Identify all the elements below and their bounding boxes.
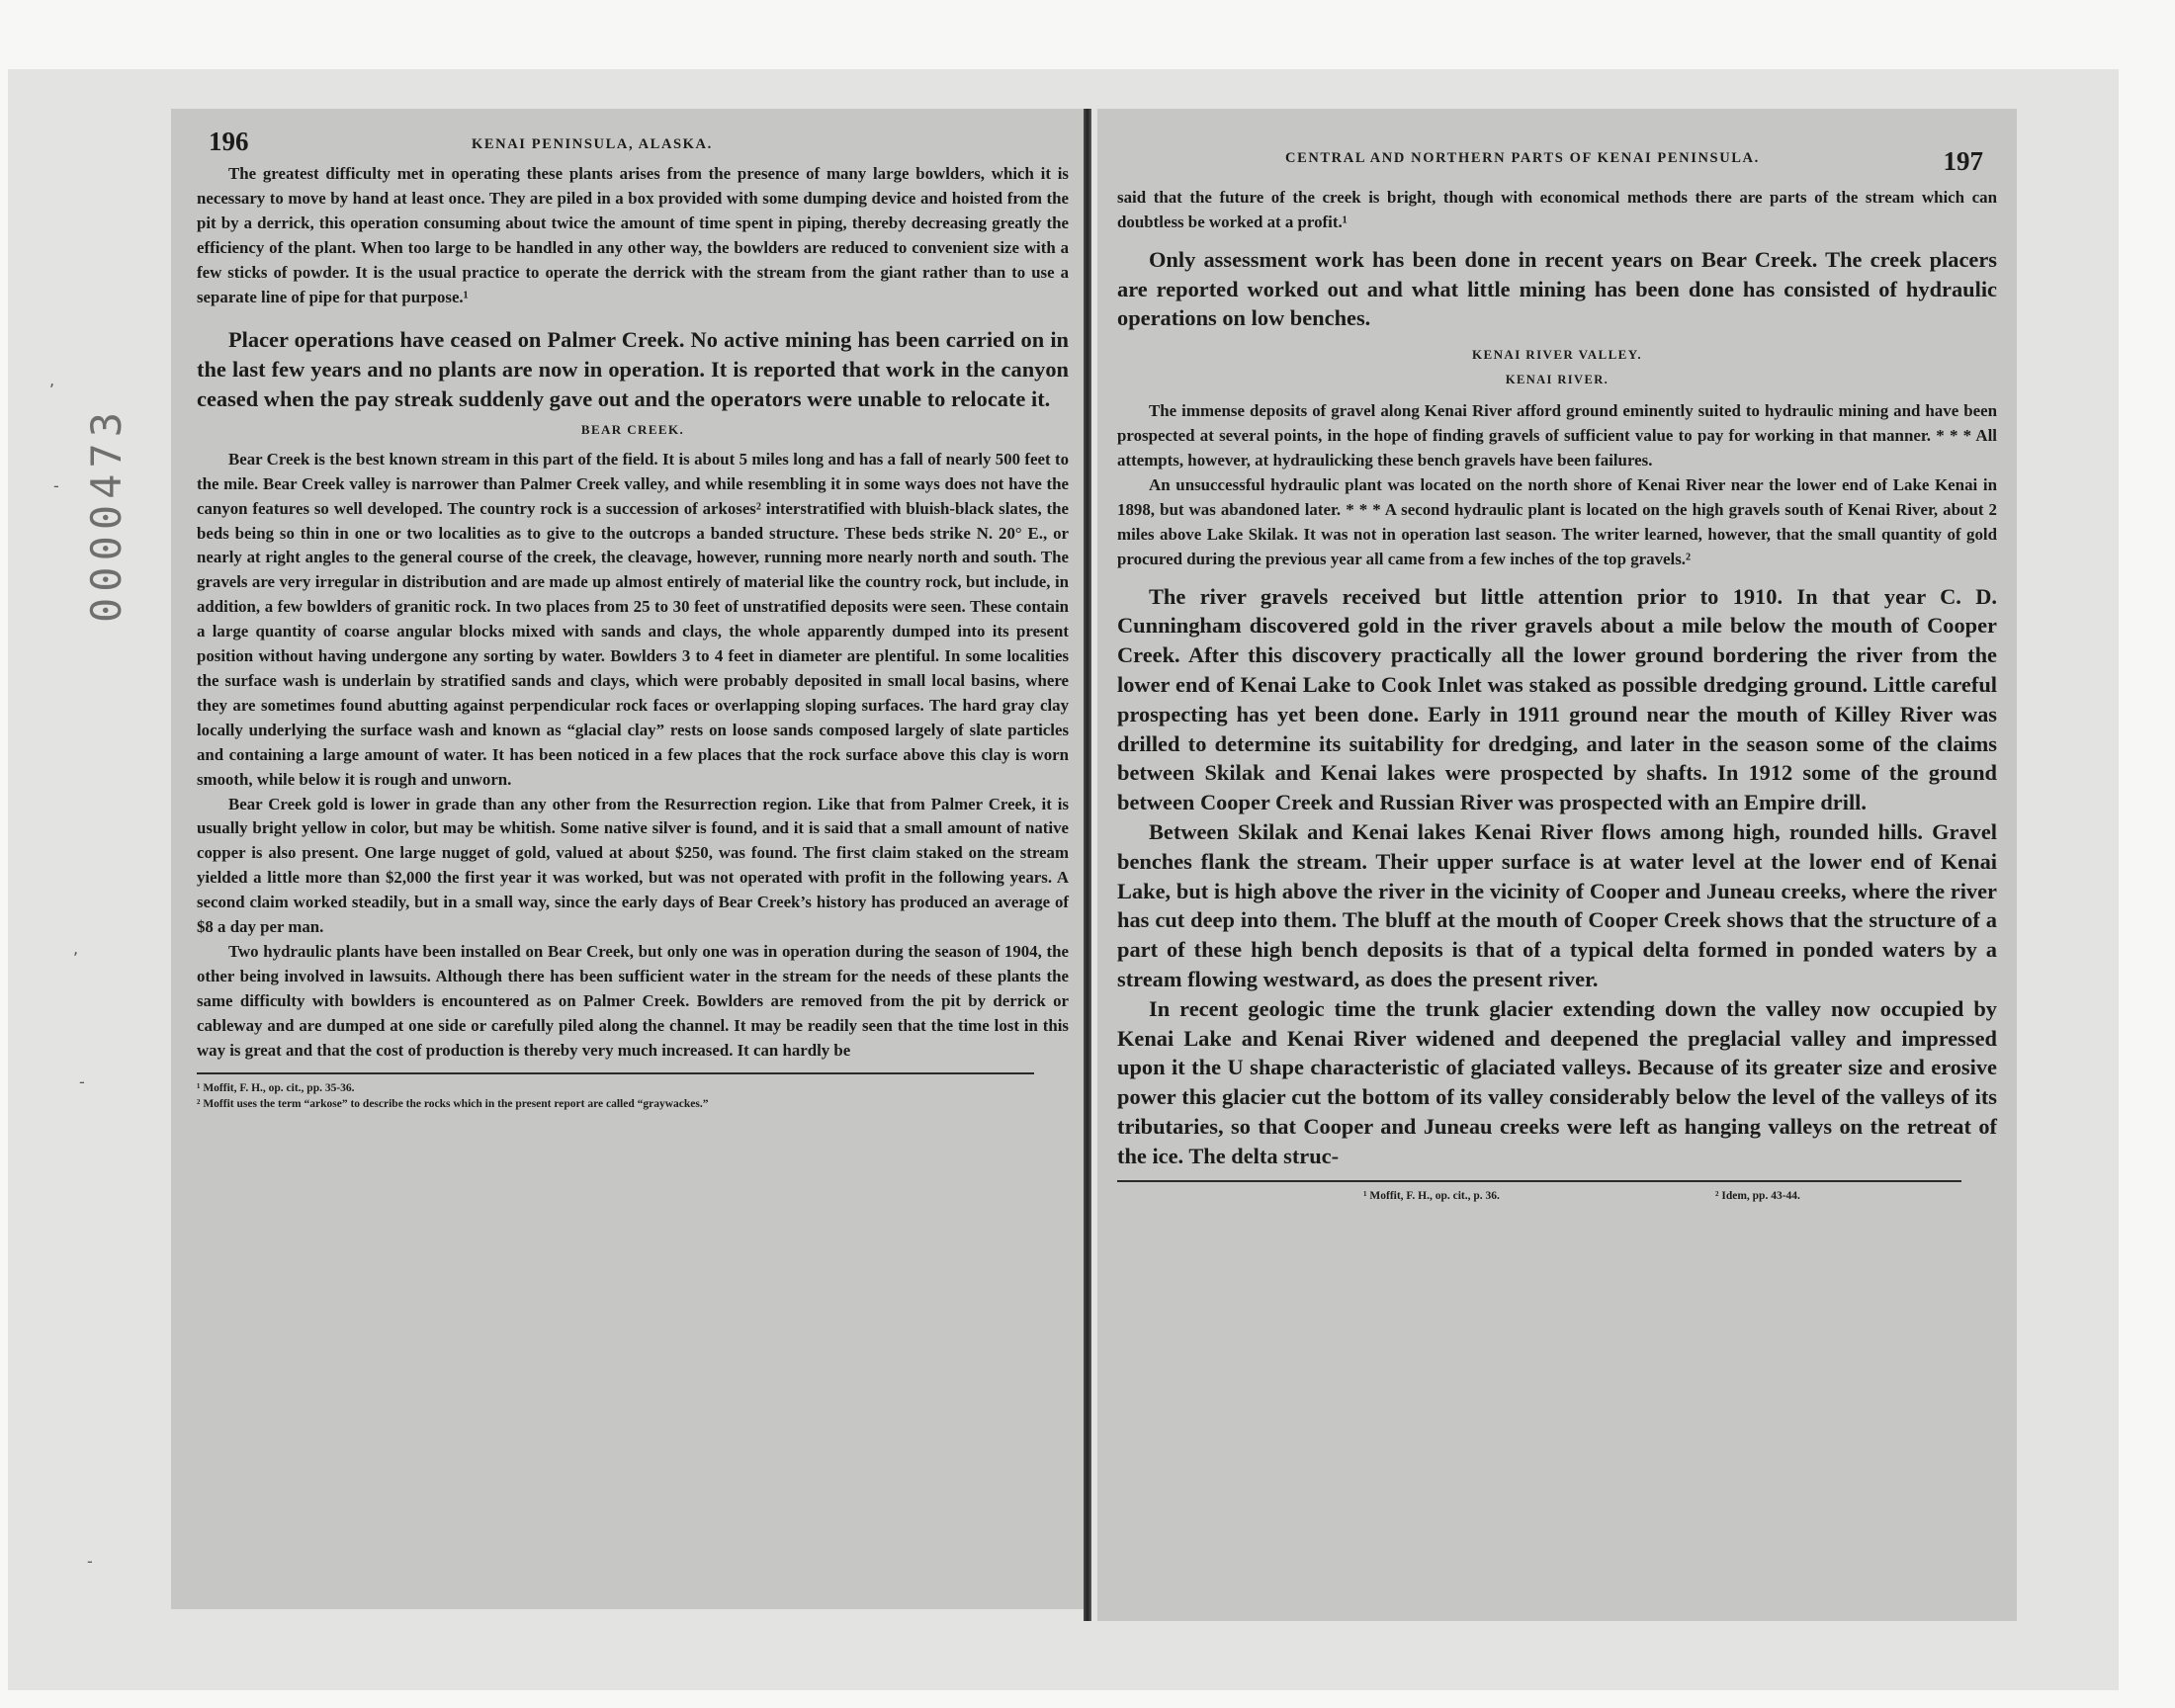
left-paragraph-1: The greatest difficulty met in operating these plants arises from the presence of many large bowlders, which it is necessary to move by hand at least once. They are piled in a box provided with some dumping device and hoisted from the pit by a derrick, this operation consuming about twice the amount of time spent in piping, thereby decreasing greatly the efficiency of the plant. When too large to be handled in any other way, the bowlders are reduced to convenient size with a few sticks of powder. It is the usual practice to operate the derrick with the stream from the giant rather than to use a separate line of pipe for that purpose.¹ — [197, 164, 1069, 306]
margin-mark: , — [49, 371, 55, 389]
margin-mark: - — [79, 1072, 85, 1091]
right-paragraph-2: Only assessment work has been done in recent years on Bear Creek. The creek placers are reported worked out and what little mining has been done has consisted of hydraulic operations on low benches. — [1117, 246, 1997, 331]
section-heading-bear-creek: BEAR CREEK. — [580, 421, 685, 437]
footnote-rule — [1117, 1180, 1961, 1182]
right-footnote-1: ¹ Moffit, F. H., op. cit., p. 36. — [1363, 1190, 1500, 1203]
right-running-head — [1117, 119, 1997, 186]
footnote-rule — [197, 1072, 1034, 1074]
left-paragraph-4: Bear Creek gold is lower in grade than any other from the Resurrection region. Like that from Palmer Creek, it is usually bright yellow in color, but may be whitish. Some native silver is found, and it is said that a small amount of native copper is also present. One large nugget of gold, valued at about $250, was found. The first claim staked on the stream yielded a little more than $2,000 the first year it was worked, but was not operated with profit in the following years. A second claim worked steadily, but in a small way, since the early days of Bear Creek’s history has produced an average of $8 a day per man. — [197, 794, 1069, 937]
book-gutter — [1084, 109, 1091, 1621]
subsection-heading-kenai-river: KENAI RIVER. — [1505, 373, 1610, 387]
left-paragraph-5: Two hydraulic plants have been installed on Bear Creek, but only one was in operation during the season of 1904, the other being involved in lawsuits. Although there has been sufficient water in the stream for the needs of these plants the same difficulty with bowlders is encountered as on Palmer Creek. Bowlders are removed from the pit by derrick or cableway and are dumped at one side or carefully piled along the channel. It may be readily seen that the time lost in this way is great and that the cost of production is thereby very much increased. It can hardly be — [197, 941, 1069, 1060]
right-page-number: 197 — [1943, 146, 1983, 176]
section-heading-kenai-river-valley: KENAI RIVER VALLEY. — [1472, 347, 1642, 363]
margin-mark: , — [73, 939, 79, 958]
margin-mark: - — [87, 1552, 93, 1571]
right-paragraph-4: An unsuccessful hydraulic plant was located on the north shore of Kenai River near the lower end of Lake Kenai in 1898, but was abandoned later. * * * A second hydraulic plant is located on the high gravels south of Kenai River, about 2 miles above Lake Skilak. It was not in operation last season. The writer learned, however, that the small quantity of gold procured during the previous year all came from a few inches of the top gravels.² — [1117, 474, 1997, 568]
right-paragraph-7: In recent geologic time the trunk glacier extending down the valley now occupied by Kenai Lake and Kenai River widened and deepened the preglacial valley and impressed upon it the U shape characteristic of glaciated valleys. Because of its greater size and erosive power this glacier cut the bottom of its valley considerably below the level of the valleys of its tributaries, so that Cooper and Juneau creeks were left as hanging valleys on the retreat of the ice. The delta struc- — [1117, 995, 1997, 1168]
right-paragraph-5: The river gravels received but little attention prior to 1910. In that year C. D. Cunningham discovered gold in the river gravels about a mile below the mouth of Cooper Creek. After this discovery practically all the lower ground bordering the river from the lower end of Kenai Lake to Cook Inlet was staked as possible dredging ground. Little careful prospecting has yet been done. Early in 1911 ground near the mouth of Killey River was drilled to determine its suitability for dredging, and later in the season some of the claims between Skilak and Kenai lakes were prospected by shafts. In 1912 some of the ground between Cooper Creek and Russian River was prospected with an Empire drill. — [1117, 583, 1997, 815]
left-running-head — [197, 119, 1069, 162]
right-footnotes — [1117, 1188, 1997, 1204]
right-page — [1097, 109, 2017, 1621]
right-paragraph-6: Between Skilak and Kenai lakes Kenai River flows among high, rounded hills. Gravel benches flank the stream. Their upper surface is at water level at the lower end of Kenai Lake, but is high above the river in the vicinity of Cooper and Juneau creeks, where the river has cut deep into them. The bluff at the mouth of Cooper Creek shows that the structure of a part of these high bench deposits is that of a typical delta formed in ponded waters by a stream flowing westward, as does the present river. — [1117, 818, 1997, 991]
left-page — [171, 109, 1087, 1609]
left-page-number: 196 — [209, 127, 249, 156]
archive-stamp: 0000473 — [81, 405, 130, 623]
right-footnote-2: ² Idem, pp. 43-44. — [1715, 1190, 1800, 1203]
left-running-title: KENAI PENINSULA, ALASKA. — [472, 136, 713, 152]
left-footnote-1: ¹ Moffit, F. H., op. cit., pp. 35-36. — [197, 1082, 355, 1095]
right-paragraph-1: said that the future of the creek is bright, though with economical methods there are parts of the stream which can doubtless be worked at a profit.¹ — [1117, 188, 1997, 231]
margin-mark: - — [53, 476, 59, 495]
left-paragraph-2: Placer operations have ceased on Palmer Creek. No active mining has been carried on in the last few years and no plants are now in operation. It is reported that work in the canyon ceased when the pay streak suddenly gave out and the operators were unable to relocate it. — [197, 327, 1069, 412]
left-footnote-2: ² Moffit uses the term “arkose” to describe the rocks which in the present report are called “graywackes.” — [197, 1098, 709, 1111]
left-paragraph-3: Bear Creek is the best known stream in this part of the field. It is about 5 miles long and has a fall of nearly 500 feet to the mile. Bear Creek valley is narrower than Palmer Creek valley, and while resembling it in some ways does not have the canyon features so well developed. The country rock is a succession of arkoses² interstratified with bluish-black slates, the beds being so thin in one or two localities as to give to the outcrops a banded structure. These beds strike N. 20° E., or nearly at right angles to the general course of the creek, the cleavage, however, running more nearly north and south. The gravels are very irregular in distribution and are made up almost entirely of material like the country rock, but include, in addition, a few bowlders of granitic rock. In two places from 25 to 30 feet of unstratified deposits were seen. These contain a large quantity of coarse angular blocks mixed with sands and clays, the whole apparently dumped into its present position without having undergone any sorting by water. Bowlders 3 to 4 feet in diameter are plentiful. In some localities the surface wash is underlain by stratified sands and clays, which were probably deposited in small local basins, where they are sometimes found abutting against perpendicular rock faces or overlapping sloping surfaces. The hard gray clay locally underlying the surface wash and known as “glacial clay” rests on loose sands composed largely of slate particles and containing a large amount of water. It has been noticed in a few places that the rock surface above this clay is worn smooth, while below it is rough and unworn. — [197, 449, 1069, 789]
right-paragraph-3: The immense deposits of gravel along Kenai River afford ground eminently suited to hydraulic mining and have been prospected at several points, in the hope of finding gravels of sufficient value to pay for working in that manner. * * * All attempts, however, at hydraulicking these bench gravels have been failures. — [1117, 401, 1997, 470]
right-running-title: CENTRAL AND NORTHERN PARTS OF KENAI PENINSULA. — [1285, 150, 1760, 166]
